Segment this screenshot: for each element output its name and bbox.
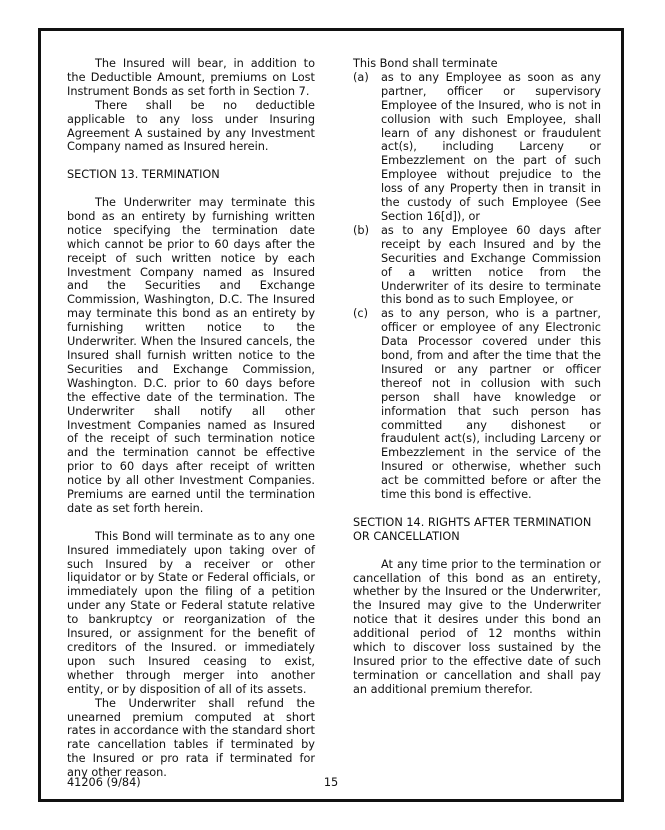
paragraph-termination-notice: The Underwriter may terminate this bond as an entirety by furnishing written notice specifying the termination date which cannot be prior to 60 days after the receipt of such written notice by each Investment Company named as Insured and the Securities and Exchange Commission, Washington, D.C. The Insured may terminate this bond as an entirety by furnishing written notice to the Underwriter. When the Insured cancels, the Insured shall furnish written notice to the Securities and Exchange Commission, Washington. D.C. prior to 60 days before the effective date of the termination. The Underwriter shall notify all other Investment Companies named as Insured of the receipt of such termination notice and the termination cannot be effective prior to 60 days after receipt of written notice by all other Investment Companies. Premiums are earned until the termination date as set forth herein.: [67, 196, 315, 515]
paragraph-no-deductible: There shall be no deductible applicable to any loss under Insuring Agreement A sustained by any Investment Company named as Insured herein.: [67, 98, 315, 154]
item-text: as to any Employee as soon as any partner, officer or supervisory Employee of the Insured, who is not in collusion with such Employee, shall learn of any dishonest or fraudulent act(s), including Larceny or Embezzlement on the part of such Employee without prejudice to the loss of any Property then in transit in the custody of such Employee (See Section 16[d]), or: [381, 70, 601, 223]
section-14-heading-line1: SECTION 14. RIGHTS AFTER TERMINATION: [353, 515, 592, 529]
paragraph-automatic-termination: This Bond will terminate as to any one Insured immediately upon taking over of such Insured by a receiver or other liquidator or by State or Federal officials, or immediately upon the filing of a petition under any State or Federal statute relative to bankruptcy or reorganization of the Insured, or assignment for the benefit of creditors of the Insured. or immediately upon such Insured ceasing to exist, whether through merger into another entity, or by disposition of all of its assets.: [67, 529, 315, 696]
paragraph-deductible-premiums: The Insured will bear, in addition to the Deductible Amount, premiums on Lost Instrument Bonds as set forth in Section 7.: [67, 57, 315, 98]
list-item: [353, 307, 601, 502]
item-text: as to any person, who is a partner, officer or employee of any Electronic Data Processor covered under this bond, from and after the time that the Insured or any partner or officer thereof not in collusion with such person shall have knowledge or information that such person has committed any dishonest or fraudulent act(s), including Larceny or Embezzlement in the service of the Insured or otherwise, whether such act be committed before or after the time this bond is effective.: [381, 307, 601, 502]
form-number: 41206 (9/84): [67, 776, 141, 789]
left-column: [67, 57, 315, 780]
right-column: [353, 57, 601, 697]
item-label: (a): [353, 70, 369, 84]
page-border: [38, 28, 624, 802]
paragraph-premium-refund: The Underwriter shall refund the unearned premium computed at short rates in accordance with the standard short rate cancellation tables if terminated by the Insured or pro rata if terminated for any other reason.: [67, 696, 315, 780]
item-label: (b): [353, 223, 369, 237]
paragraph-extended-discovery: At any time prior to the termination or cancellation of this bond as an entirety, whether by the Insured or the Underwriter, the Insured may give to the Underwriter notice that it desires under this bond an additional period of 12 months within which to discover loss sustained by the Insured prior to the effective date of such termination or cancellation and shall pay an additional premium therefor.: [353, 557, 601, 696]
section-14-heading-line2: OR CANCELLATION: [353, 529, 460, 543]
list-item: [353, 71, 601, 224]
page-number: 15: [323, 776, 339, 789]
item-label: (c): [353, 307, 369, 321]
section-13-heading: SECTION 13. TERMINATION: [67, 168, 220, 182]
item-text: as to any Employee 60 days after receipt by each Insured and by the Securities and Exchange Commission of a written notice from the Underwriter of its desire to terminate this bond as to such Employee, or: [381, 223, 601, 307]
list-item: [353, 224, 601, 307]
termination-intro: This Bond shall terminate: [353, 57, 498, 70]
section-14-heading: [353, 516, 601, 544]
